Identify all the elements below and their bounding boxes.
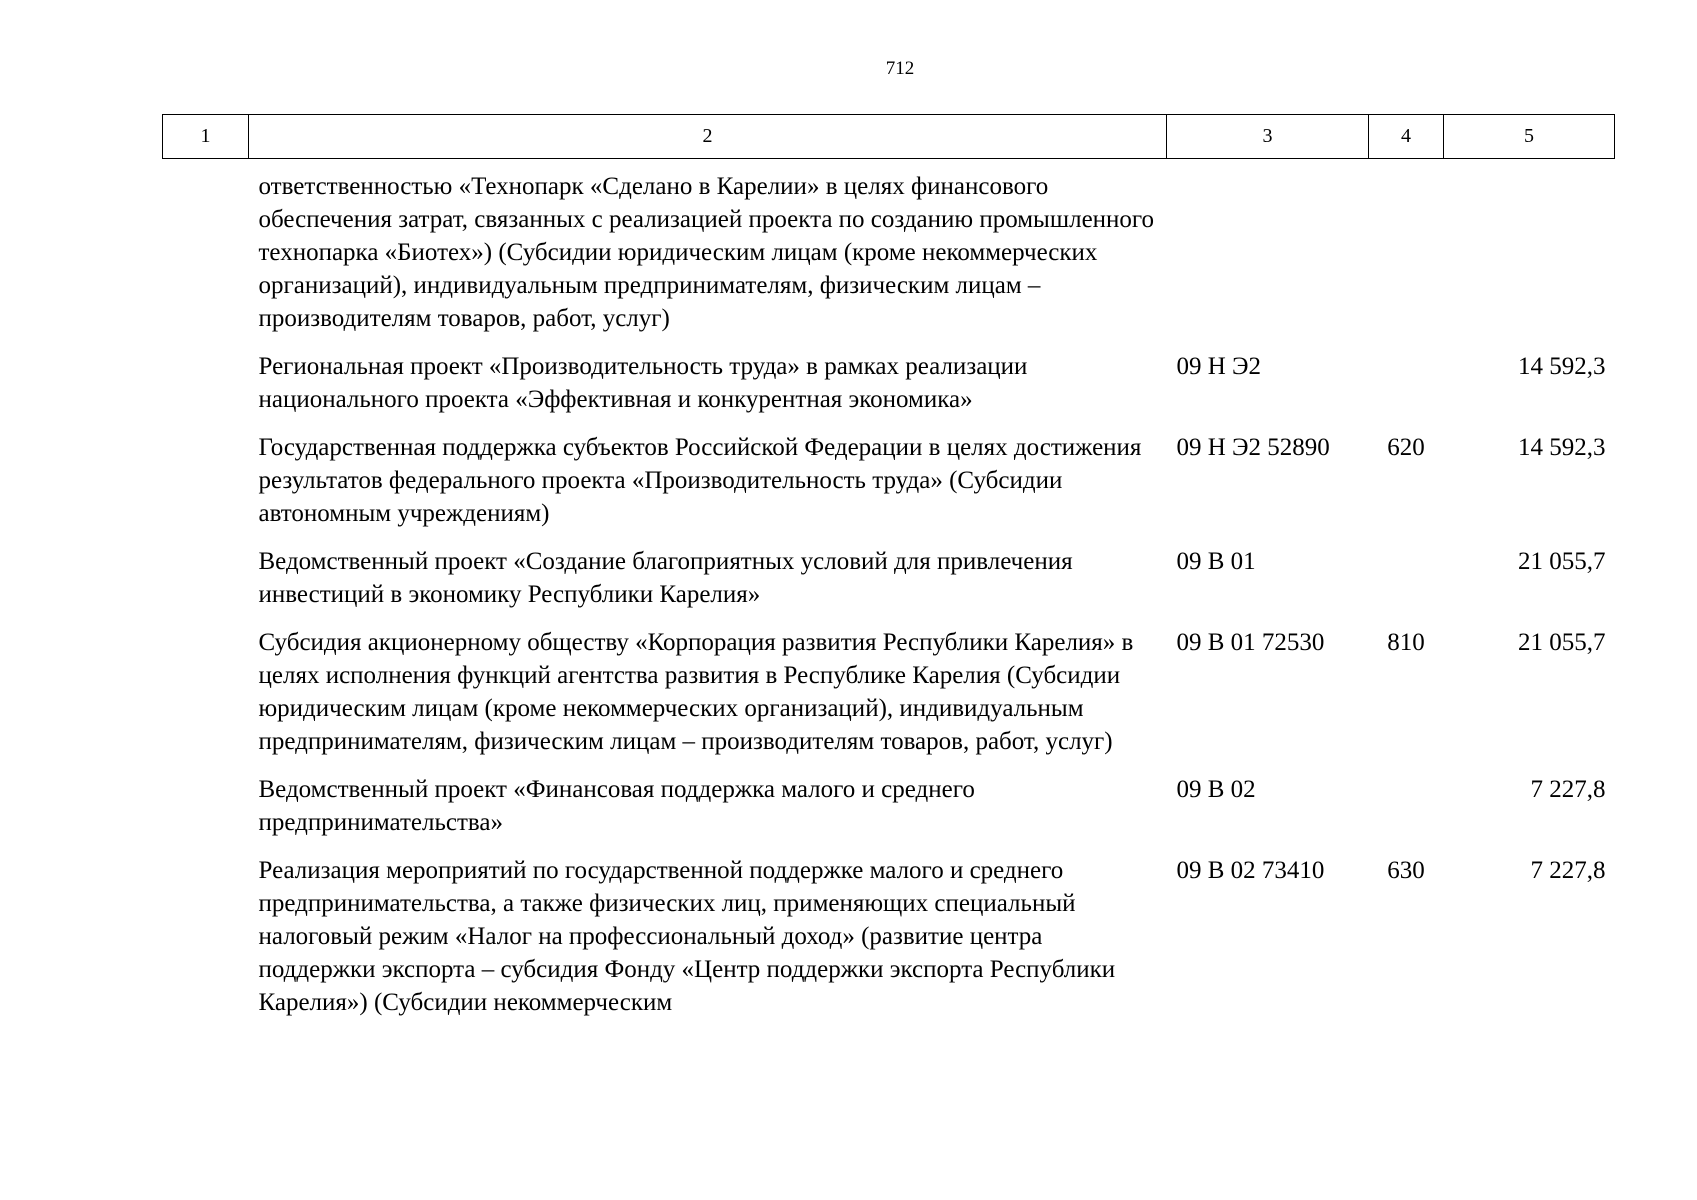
header-col-1: 1 [163, 115, 249, 159]
table-row [163, 530, 1615, 611]
table-row [163, 611, 1615, 758]
row-kind: 630 [1387, 857, 1425, 884]
row-amount: 7 227,8 [1530, 776, 1606, 803]
row-code: 09 В 02 73410 [1176, 857, 1325, 884]
row-kind [1369, 530, 1444, 611]
table-header [163, 115, 1615, 159]
budget-table [162, 114, 1615, 1019]
row-code [1167, 159, 1369, 336]
row-amount: 21 055,7 [1518, 629, 1606, 656]
row-amount: 14 592,3 [1518, 434, 1606, 461]
row-description: Реализация мероприятий по государственной поддержке малого и среднего предпринимательства, а также физических лиц, применяющих специальный налоговый режим «Налог на профессиональный доход» (развитие центра поддержки экспорта – субсидия Фонду «Центр поддержки экспорта Республики Карелия») (Субсидии некоммерческим [258, 857, 1116, 1016]
row-description: Региональная проект «Производительность труда» в рамках реализации национального проекта «Эффективная и конкурентная экономика» [258, 353, 1028, 413]
table-body [163, 159, 1615, 1020]
row-kind: 810 [1387, 629, 1425, 656]
row-amount [1444, 159, 1615, 336]
table-row [163, 159, 1615, 336]
header-col-4: 4 [1369, 115, 1444, 159]
row-kind [1369, 335, 1444, 416]
row-code: 09 Н Э2 [1176, 353, 1262, 380]
header-col-3: 3 [1167, 115, 1369, 159]
row-code: 09 В 02 [1176, 776, 1256, 803]
header-col-2: 2 [249, 115, 1167, 159]
table-row [163, 839, 1615, 1019]
row-kind [1369, 758, 1444, 839]
row-description: Ведомственный проект «Создание благоприятных условий для привлечения инвестиций в экономику Республики Карелия» [258, 548, 1073, 608]
row-kind: 620 [1387, 434, 1425, 461]
row-kind [1369, 159, 1444, 336]
table-row [163, 335, 1615, 416]
table-row [163, 416, 1615, 530]
row-code: 09 В 01 72530 [1176, 629, 1325, 656]
row-description: Субсидия акционерному обществу «Корпорация развития Республики Карелия» в целях исполнения функций агентства развития в Республике Карелия (Субсидии юридическим лицам (кроме некоммерческих организаций), индивидуальным предпринимателям, физическим лицам – производителям товаров, работ, услуг) [258, 629, 1134, 755]
row-description: ответственностью «Технопарк «Сделано в Карелии» в целях финансового обеспечения затрат, связанных с реализацией проекта по созданию промышленного технопарка «Биотех») (Субсидии юридическим лицам (кроме некоммерческих организаций), индивидуальным предпринимателям, физическим лицам – производителям товаров, работ, услуг) [258, 173, 1155, 332]
row-description: Государственная поддержка субъектов Российской Федерации в целях достижения результатов федерального проекта «Производительность труда» (Субсидии автономным учреждениям) [258, 434, 1142, 527]
row-amount: 14 592,3 [1518, 353, 1606, 380]
row-code: 09 В 01 [1176, 548, 1256, 575]
budget-table-container [162, 114, 1614, 1019]
header-row [163, 115, 1615, 159]
row-code: 09 Н Э2 52890 [1176, 434, 1330, 461]
row-amount: 7 227,8 [1530, 857, 1606, 884]
header-col-5: 5 [1444, 115, 1615, 159]
table-row [163, 758, 1615, 839]
page-number: 712 [885, 58, 915, 79]
row-description: Ведомственный проект «Финансовая поддержка малого и среднего предпринимательства» [258, 776, 975, 836]
row-amount: 21 055,7 [1518, 548, 1606, 575]
